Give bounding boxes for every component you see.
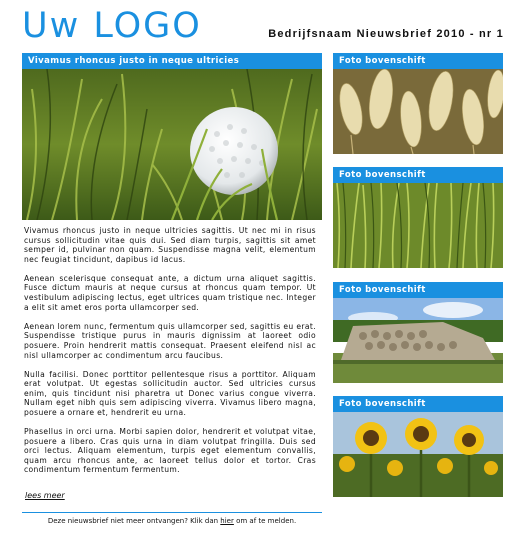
article-paragraph: Nulla facilisi. Donec porttitor pellentesque risus a porttitor. Aliquam erat volutpat. Ut egestas sollicitudin auctor. Sed ultricies cursus enim, quis tincidunt nisi pharetra ut Donec varius congue viverra. Nullam eget nibh quis sem adipiscing viverra. Vivamus libero magna, posuere a ornare et, hendrerit eu urna. [24, 369, 316, 417]
sidebar-caption-sunflowers: Foto bovenschift [333, 396, 503, 412]
logs-photo [333, 298, 503, 383]
sunflowers-photo [333, 412, 503, 497]
newsletter-title: Bedrijfsnaam Nieuwsbrief 2010 - nr 1 [268, 28, 504, 40]
sidebar-caption-wheat: Foto bovenschift [333, 53, 503, 69]
article-body [24, 226, 316, 485]
wheat-photo [333, 69, 503, 154]
sidebar-caption-logs: Foto bovenschift [333, 282, 503, 298]
article-headline: Vivamus rhoncus justo in neque ultricies [22, 53, 322, 69]
article-paragraph: Vivamus rhoncus justo in neque ultricies sagittis. Ut nec mi in risus cursus sollicitudin vitae quis dui. Sed diam turpis, sagittis sit amet semper id, pulvinar non quam. Suspendisse magna velit, elementum nec feugiat tincidunt, dapibus id lacus. [24, 226, 316, 264]
unsubscribe-link[interactable]: hier [220, 517, 234, 525]
reeds-photo [333, 183, 503, 268]
footer-divider [22, 512, 322, 513]
footer [22, 517, 322, 525]
article-paragraph: Aenean lorem nunc, fermentum quis ullamcorper sed, sagittis eu erat. Suspendisse tristique purus in mauris dignissim at laoreet odio posuere. Proin hendrerit mattis consequat. Praesent eleifend nisl ac nisl ullamcorper ac condimentum arcu faucibus. [24, 321, 316, 360]
footer-text: Deze nieuwsbrief niet meer ontvangen? Klik dan [47, 517, 221, 525]
golf-ball-photo [22, 69, 322, 220]
article-paragraph: Aenean scelerisque consequat ante, a dictum urna aliquet sagittis. Fusce dictum mauris at neque cursus at rhoncus quam tempor. Ut vestibulum adipiscing lectus, eget ultrices quam tristique nec. Integer a elit sit amet eros porta ullamcorper sed. [24, 273, 316, 312]
logo: Uw LOGO [22, 6, 202, 46]
article-paragraph: Phasellus in orci urna. Morbi sapien dolor, hendrerit et volutpat vitae, posuere a libero. Cras quis urna in diam volutpat fringilla. Duis sed orci lectus. Aliquam elementum, turpis eget elementum convallis, quam arcu rhoncus ante, ac laoreet tellus dolor et tortor. Cras condimentum fermentum fermentum. [24, 427, 316, 475]
sidebar-caption-reeds: Foto bovenschift [333, 167, 503, 183]
footer-text-end: om af te melden. [233, 517, 297, 525]
read-more-link[interactable]: lees meer [25, 491, 65, 500]
